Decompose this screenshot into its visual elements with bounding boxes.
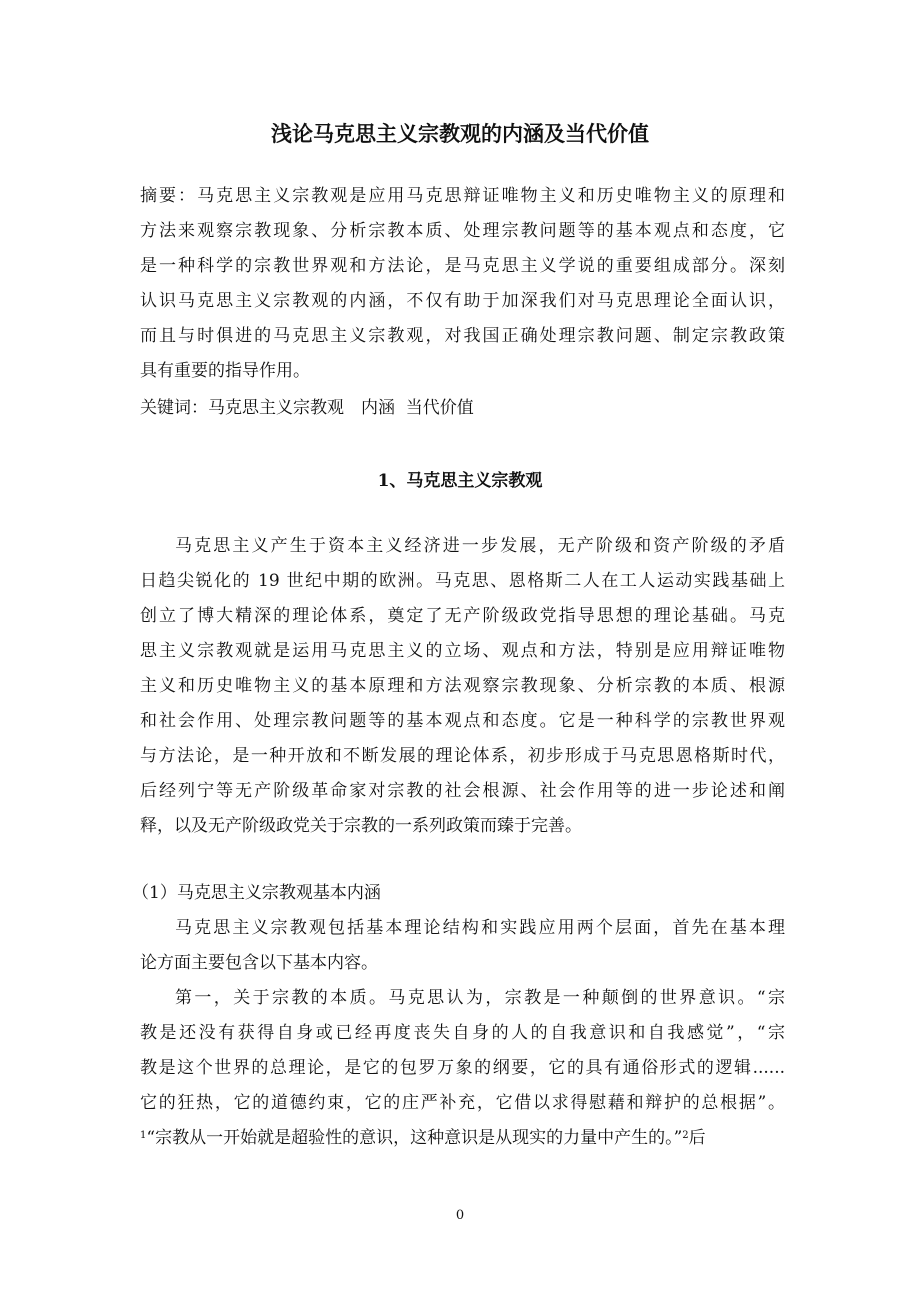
quote-text: “宗教从一开始就是超验性的意识，这种意识是从现实的力量中产生的。” [146, 1128, 683, 1148]
paragraph-line: 创立了博大精深的理论体系，奠定了无产阶级政党指导思想的理论基础。马克 [140, 606, 785, 626]
paragraph-line: 马克思主义产生于资本主义经济进一步发展，无产阶级和资产阶级的矛盾 [175, 536, 785, 556]
paragraph-line: 主义和历史唯物主义的基本原理和方法观察宗教现象、分析宗教的本质、根源 [140, 676, 785, 696]
section-heading: 1、马克思主义宗教观 [377, 471, 543, 491]
paragraph-line: 后经列宁等无产阶级革命家对宗教的社会根源、社会作用等的进一步论述和阐 [140, 781, 785, 801]
paragraph-line: 日趋尖锐化的 19 世纪中期的欧洲。马克思、恩格斯二人在工人运动实践基础上 [140, 571, 785, 591]
paragraph-line: 教是还没有获得自身或已经再度丧失自身的人的自我意识和自我感觉”，“宗 [140, 1023, 785, 1043]
abstract-line: 方法来观察宗教现象、分析宗教本质、处理宗教问题等的基本观点和态度，它 [140, 221, 785, 241]
subsection-heading: （1）马克思主义宗教观基本内涵 [132, 883, 381, 903]
footnote-marker[interactable]: 2 [682, 1130, 689, 1141]
abstract-line: 具有重要的指导作用。 [140, 361, 310, 381]
paragraph-line: 和社会作用、处理宗教问题等的基本观点和态度。它是一种科学的宗教世界观 [140, 711, 785, 731]
footnote-marker[interactable]: 1 [140, 1130, 147, 1141]
abstract-line: 是一种科学的宗教世界观和方法论，是马克思主义学说的重要组成部分。深刻 [140, 256, 785, 276]
paragraph-line: 它的狂热，它的道德约束，它的庄严补充，它借以求得慰藉和辩护的总根据”。 [140, 1093, 785, 1113]
paragraph-line-with-footnotes [140, 1125, 785, 1151]
abstract-line: 认识马克思主义宗教观的内涵，不仅有助于加深我们对马克思理论全面认识， [140, 291, 785, 311]
paragraph-line: 与方法论，是一种开放和不断发展的理论体系，初步形成于马克思恩格斯时代， [140, 746, 785, 766]
paragraph-line: 教是这个世界的总理论，是它的包罗万象的纲要，它的具有通俗形式的逻辑...... [140, 1058, 785, 1078]
continuation-text: 后 [688, 1128, 706, 1148]
paragraph-line: 释，以及无产阶级政党关于宗教的一系列政策而臻于完善。 [140, 816, 582, 836]
abstract-line: 摘要：马克思主义宗教观是应用马克思辩证唯物主义和历史唯物主义的原理和 [140, 186, 785, 206]
page-number: 0 [455, 1208, 465, 1223]
paragraph-line: 第一，关于宗教的本质。马克思认为，宗教是一种颠倒的世界意识。“宗 [175, 988, 785, 1008]
document-title: 浅论马克思主义宗教观的内涵及当代价值 [271, 121, 649, 146]
paragraph-line: 马克思主义宗教观包括基本理论结构和实践应用两个层面，首先在基本理 [175, 918, 785, 938]
paragraph-line: 思主义宗教观就是运用马克思主义的立场、观点和方法，特别是应用辩证唯物 [140, 641, 785, 661]
paragraph-line: 论方面主要包含以下基本内容。 [140, 953, 378, 973]
abstract-line: 而且与时俱进的马克思主义宗教观，对我国正确处理宗教问题、制定宗教政策 [140, 326, 785, 346]
keywords: 关键词：马克思主义宗教观 内涵 当代价值 [140, 398, 474, 418]
